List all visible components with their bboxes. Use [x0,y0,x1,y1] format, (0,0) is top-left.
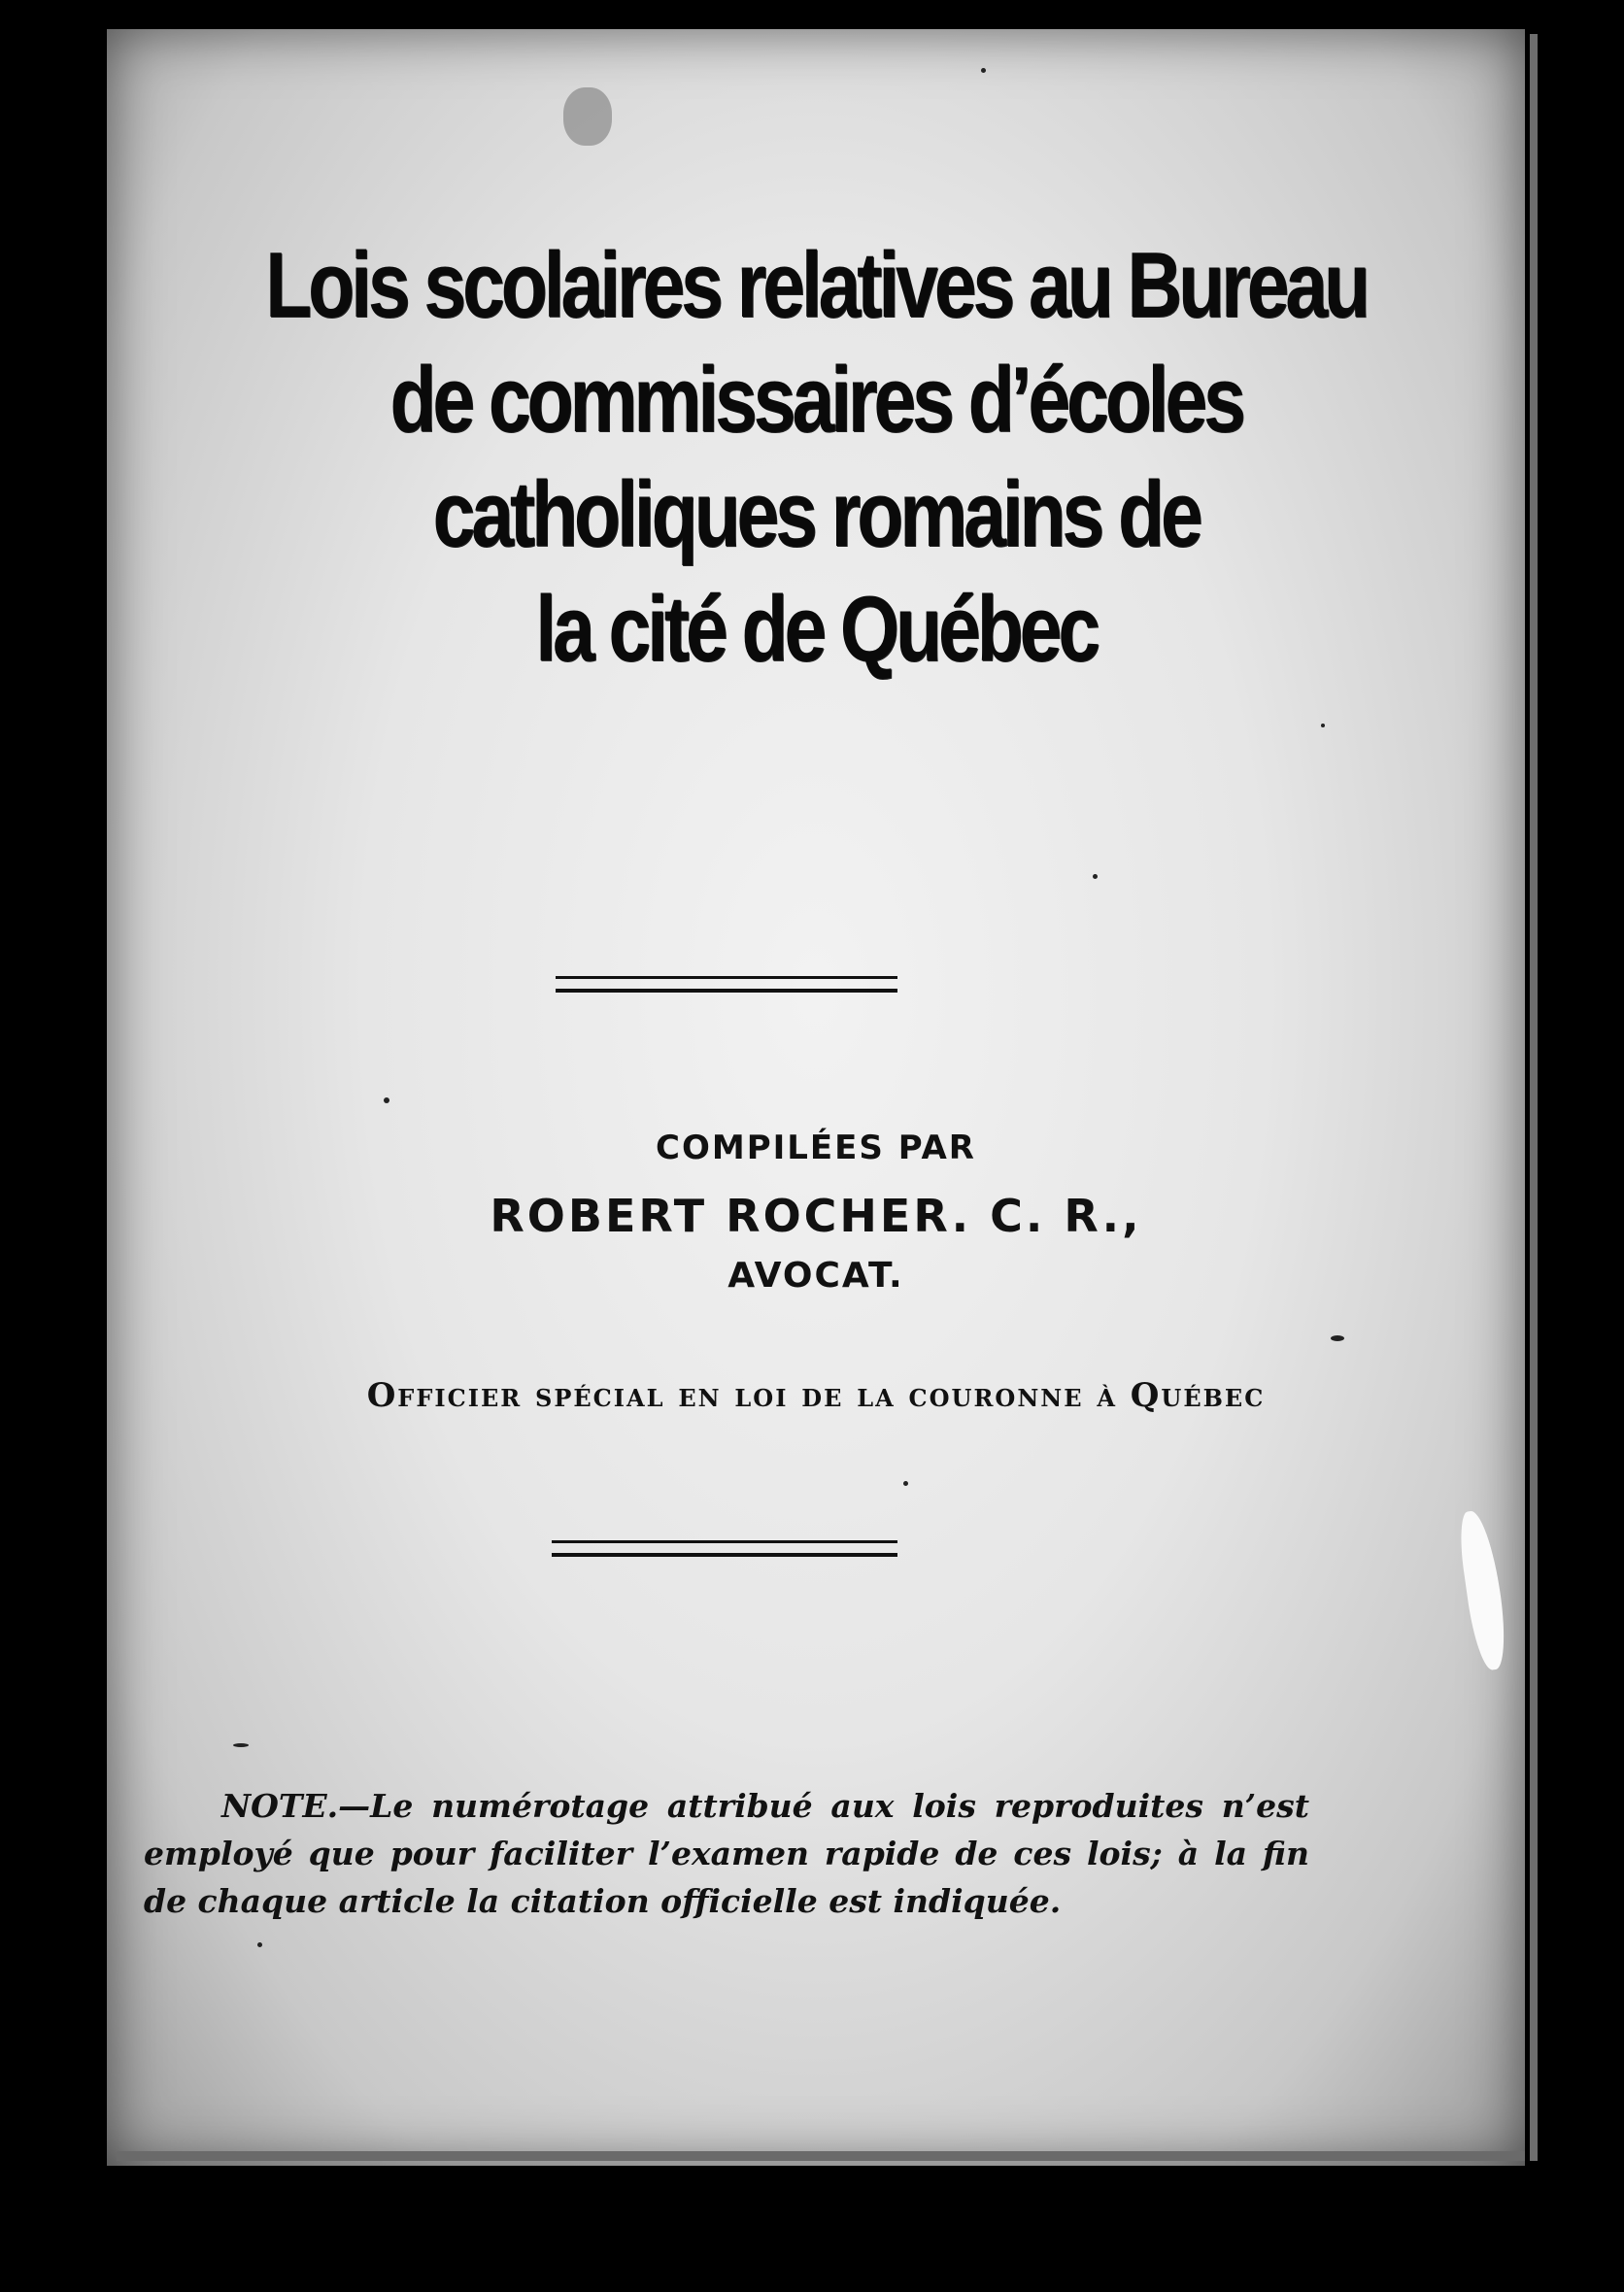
note-lead: NOTE.— [221,1787,371,1825]
paper-speck [257,1942,262,1947]
document-title [234,228,1397,687]
page-edge [117,2151,1525,2161]
paper-speck [1331,1335,1344,1341]
title-line: la cité de Québec [535,577,1097,681]
author-role: AVOCAT. [727,1256,904,1296]
note-paragraph [144,1782,1309,1925]
title-line: de commissaires d’écoles [389,348,1242,452]
note-text: Le numérotage attribué aux lois reproduites n’est employé que pour faciliter l’examen rapide de ces lois; à la fin de chaque article la citation officielle est indiquée. [144,1787,1309,1920]
title-line: Lois scolaires relatives au Bureau [265,233,1367,337]
paper-speck [1093,874,1098,879]
author-name: ROBERT ROCHER. C. R., [490,1190,1142,1242]
paper-speck [384,1097,389,1103]
paper-speck [1321,724,1325,727]
compiled-by-label: COMPILÉES PAR [656,1129,976,1167]
page-edge [1530,34,1538,2161]
paper-speck [233,1743,249,1747]
author-office: Officier spécial en loi de la couronne à Québec [366,1376,1266,1415]
double-rule-divider [552,1540,897,1557]
paper-speck [981,68,986,73]
paper-stain [563,87,612,146]
paper-speck [903,1481,908,1486]
double-rule-divider [556,976,897,993]
title-line: catholiques romains de [432,462,1200,566]
